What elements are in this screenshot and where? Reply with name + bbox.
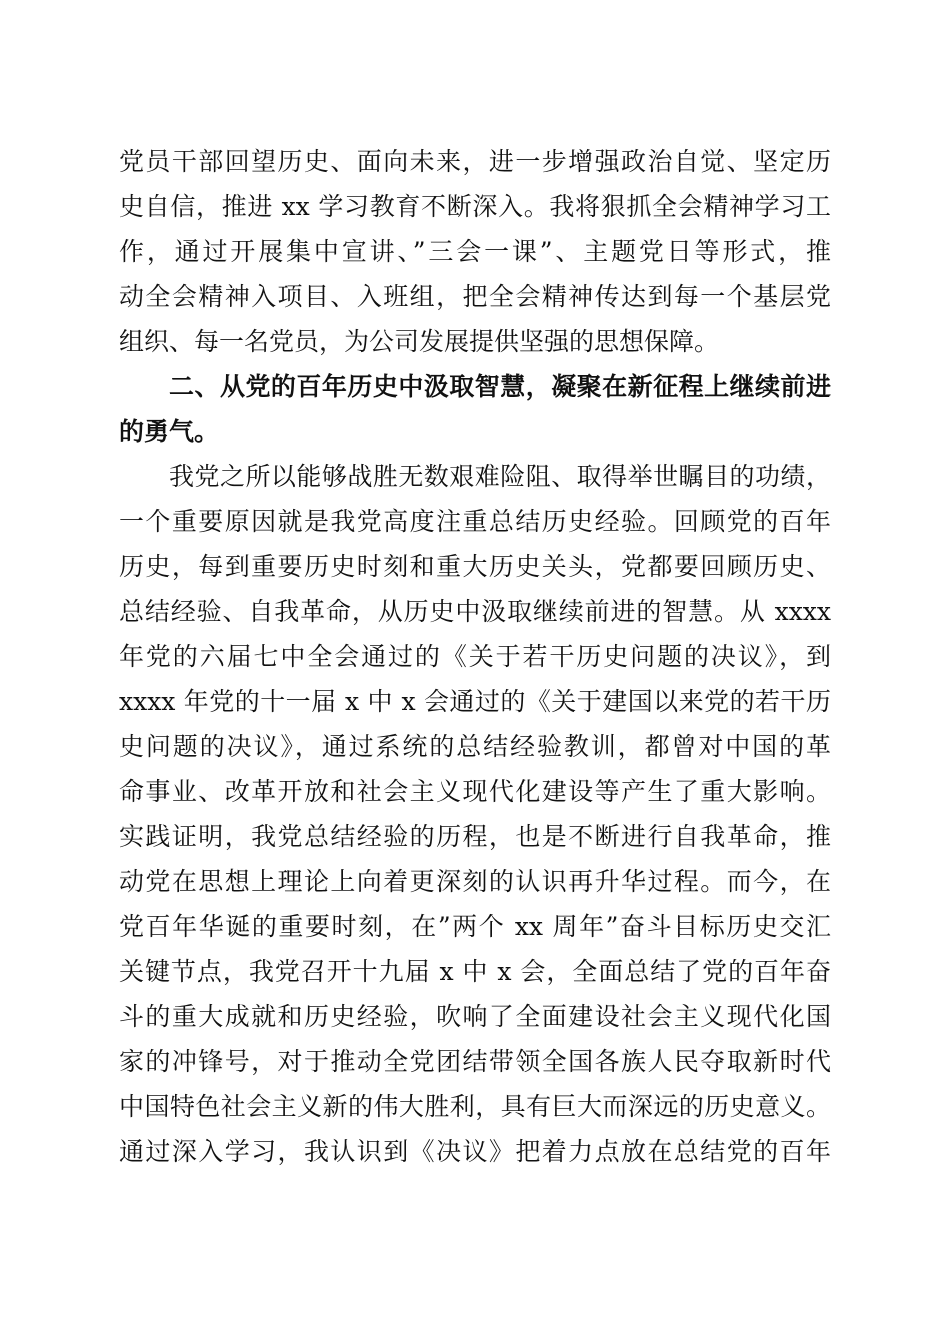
text-line: 年党的六届七中全会通过的《关于若干历史问题的决议》，到 — [119, 642, 831, 671]
text-line: xxxx 年党的十一届 x 中 x 会通过的《关于建国以来党的若干历 — [119, 687, 831, 716]
paragraph-continued — [119, 139, 831, 364]
text-line: 斗的重大成就和历史经验，吹响了全面建设社会主义现代化国 — [119, 1002, 831, 1031]
text-line: 党百年华诞的重要时刻，在”两个 xx 周年”奋斗目标历史交汇 — [119, 912, 831, 941]
text-line: 关键节点，我党召开十九届 x 中 x 会，全面总结了党的百年奋 — [119, 957, 831, 986]
text-line: 动党在思想上理论上向着更深刻的认识再升华过程。而今，在 — [119, 867, 831, 896]
paragraph-main — [119, 454, 831, 1174]
heading-line: 二、从党的百年历史中汲取智慧，凝聚在新征程上继续前进 — [169, 372, 831, 401]
heading-line: 的勇气。 — [119, 417, 220, 446]
section-heading — [119, 364, 831, 454]
text-line: 实践证明，我党总结经验的历程，也是不断进行自我革命，推 — [119, 822, 831, 851]
text-line: 总结经验、自我革命，从历史中汲取继续前进的智慧。从 xxxx — [119, 597, 831, 626]
text-line: 家的冲锋号，对于推动全党团结带领全国各族人民夺取新时代 — [119, 1047, 831, 1076]
text-line: 组织、每一名党员，为公司发展提供坚强的思想保障。 — [119, 327, 720, 356]
text-line: 作，通过开展集中宣讲、”三会一课”、主题党日等形式，推 — [119, 237, 831, 266]
document-page — [119, 139, 831, 1174]
text-line: 命事业、改革开放和社会主义现代化建设等产生了重大影响。 — [119, 777, 831, 806]
text-line: 我党之所以能够战胜无数艰难险阻、取得举世瞩目的功绩， — [169, 462, 831, 491]
text-line: 动全会精神入项目、入班组，把全会精神传达到每一个基层党 — [119, 282, 831, 311]
text-line: 通过深入学习，我认识到《决议》把着力点放在总结党的百年 — [119, 1137, 831, 1166]
text-line: 历史，每到重要历史时刻和重大历史关头，党都要回顾历史、 — [119, 552, 831, 581]
text-line: 党员干部回望历史、面向未来，进一步增强政治自觉、坚定历 — [119, 147, 831, 176]
text-line: 史问题的决议》，通过系统的总结经验教训，都曾对中国的革 — [119, 732, 831, 761]
text-line: 一个重要原因就是我党高度注重总结历史经验。回顾党的百年 — [119, 507, 831, 536]
text-line: 中国特色社会主义新的伟大胜利，具有巨大而深远的历史意义。 — [119, 1092, 831, 1121]
text-line: 史自信，推进 xx 学习教育不断深入。我将狠抓全会精神学习工 — [119, 192, 831, 221]
